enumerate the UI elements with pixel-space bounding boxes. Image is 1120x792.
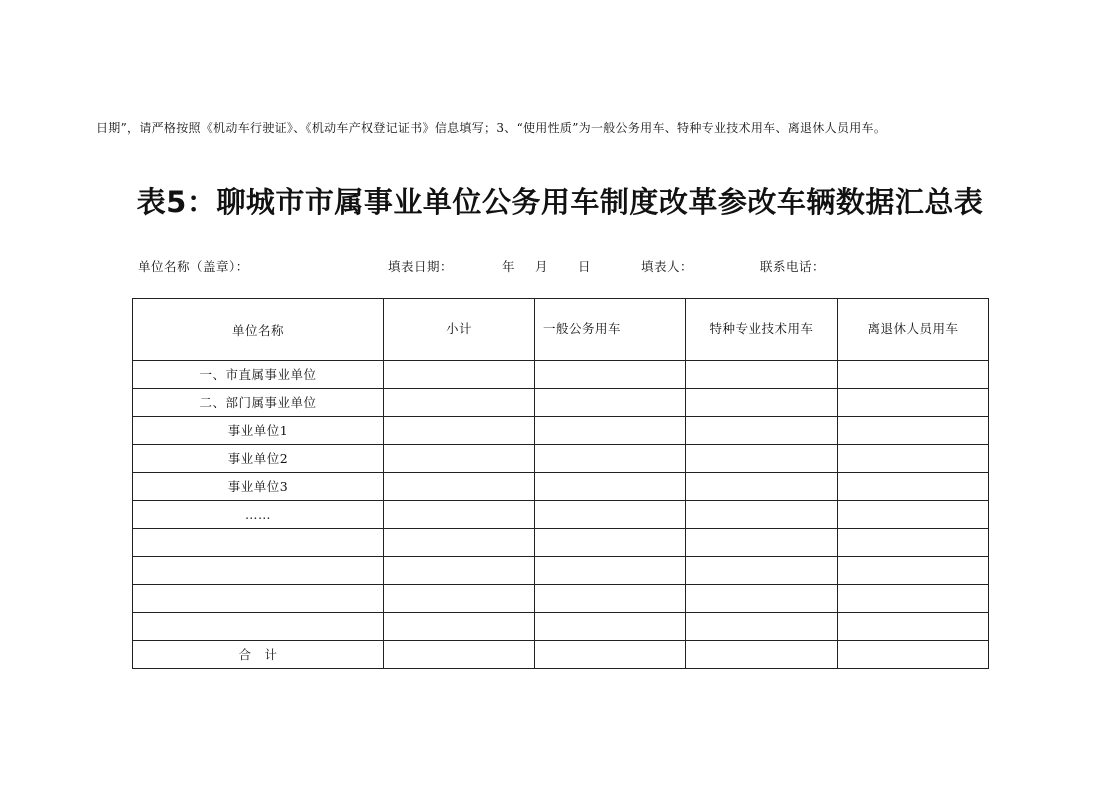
cell-special-technical: [686, 613, 838, 641]
cell-special-technical: [686, 473, 838, 501]
cell-subtotal: [384, 501, 535, 529]
cell-subtotal: [384, 389, 535, 417]
cell-retired-staff: [838, 473, 989, 501]
cell-special-technical: [686, 361, 838, 389]
cell-special-technical: [686, 417, 838, 445]
cell-subtotal: [384, 613, 535, 641]
table-row: [133, 557, 989, 585]
cell-retired-staff: [838, 361, 989, 389]
cell-subtotal: [384, 417, 535, 445]
cell-retired-staff: [838, 501, 989, 529]
table-body: [133, 361, 989, 669]
table-row: [133, 641, 989, 669]
cell-special-technical: [686, 389, 838, 417]
cell-retired-staff: [838, 417, 989, 445]
cell-unit-name: [133, 529, 384, 557]
cell-unit-name: [133, 557, 384, 585]
cell-special-technical: [686, 501, 838, 529]
unit-name-label: 单位名称（盖章）：: [138, 259, 249, 274]
cell-retired-staff: [838, 613, 989, 641]
cell-general-official: [535, 613, 686, 641]
cell-subtotal: [384, 585, 535, 613]
table-row: [133, 389, 989, 417]
cell-retired-staff: [838, 641, 989, 669]
header-retired-staff: 离退休人员用车: [838, 299, 989, 361]
cell-general-official: [535, 585, 686, 613]
cell-unit-name: 事业单位1: [133, 417, 384, 445]
fill-date-label: 填表日期：: [388, 259, 454, 274]
table-row: [133, 585, 989, 613]
cell-general-official: [535, 417, 686, 445]
cell-general-official: [535, 641, 686, 669]
cell-subtotal: [384, 361, 535, 389]
table-row: [133, 417, 989, 445]
cell-unit-name: 合 计: [133, 641, 384, 669]
table-row: [133, 361, 989, 389]
header-subtotal: 小计: [384, 299, 535, 361]
cell-general-official: [535, 529, 686, 557]
phone-label: 联系电话：: [760, 259, 826, 274]
cell-subtotal: [384, 445, 535, 473]
cell-unit-name: ……: [133, 501, 384, 529]
cell-retired-staff: [838, 445, 989, 473]
cell-general-official: [535, 557, 686, 585]
cell-unit-name: [133, 585, 384, 613]
table-row: [133, 473, 989, 501]
cell-special-technical: [686, 641, 838, 669]
table-row: [133, 445, 989, 473]
month-label: 月: [535, 259, 549, 274]
cell-subtotal: [384, 529, 535, 557]
table-row: [133, 613, 989, 641]
header-unit-name: 单位名称: [133, 299, 384, 361]
page-title: 表5：聊城市市属事业单位公务用车制度改革参改车辆数据汇总表: [136, 185, 984, 219]
cell-unit-name: 一、市直属事业单位: [133, 361, 384, 389]
cell-special-technical: [686, 529, 838, 557]
cell-general-official: [535, 361, 686, 389]
cell-retired-staff: [838, 585, 989, 613]
cell-unit-name: 二、部门属事业单位: [133, 389, 384, 417]
cell-retired-staff: [838, 557, 989, 585]
day-label: 日: [578, 259, 592, 274]
header-general-official: 一般公务用车: [535, 299, 686, 361]
filler-label: 填表人：: [641, 259, 694, 274]
cell-general-official: [535, 445, 686, 473]
instruction-note: 日期”，请严格按照《机动车行驶证》、《机动车产权登记证书》信息填写；3、“使用性质”为一般公务用车、特种专业技术用车、离退休人员用车。: [96, 121, 887, 135]
cell-general-official: [535, 473, 686, 501]
cell-unit-name: 事业单位3: [133, 473, 384, 501]
year-label: 年: [502, 259, 516, 274]
cell-retired-staff: [838, 529, 989, 557]
cell-retired-staff: [838, 389, 989, 417]
header-special-technical: 特种专业技术用车: [686, 299, 838, 361]
cell-special-technical: [686, 585, 838, 613]
cell-general-official: [535, 389, 686, 417]
cell-special-technical: [686, 557, 838, 585]
vehicle-summary-table: [132, 298, 989, 669]
cell-special-technical: [686, 445, 838, 473]
table-header-row: [133, 299, 989, 361]
cell-unit-name: [133, 613, 384, 641]
cell-subtotal: [384, 473, 535, 501]
table-row: [133, 501, 989, 529]
cell-general-official: [535, 501, 686, 529]
cell-subtotal: [384, 557, 535, 585]
cell-unit-name: 事业单位2: [133, 445, 384, 473]
cell-subtotal: [384, 641, 535, 669]
table-row: [133, 529, 989, 557]
